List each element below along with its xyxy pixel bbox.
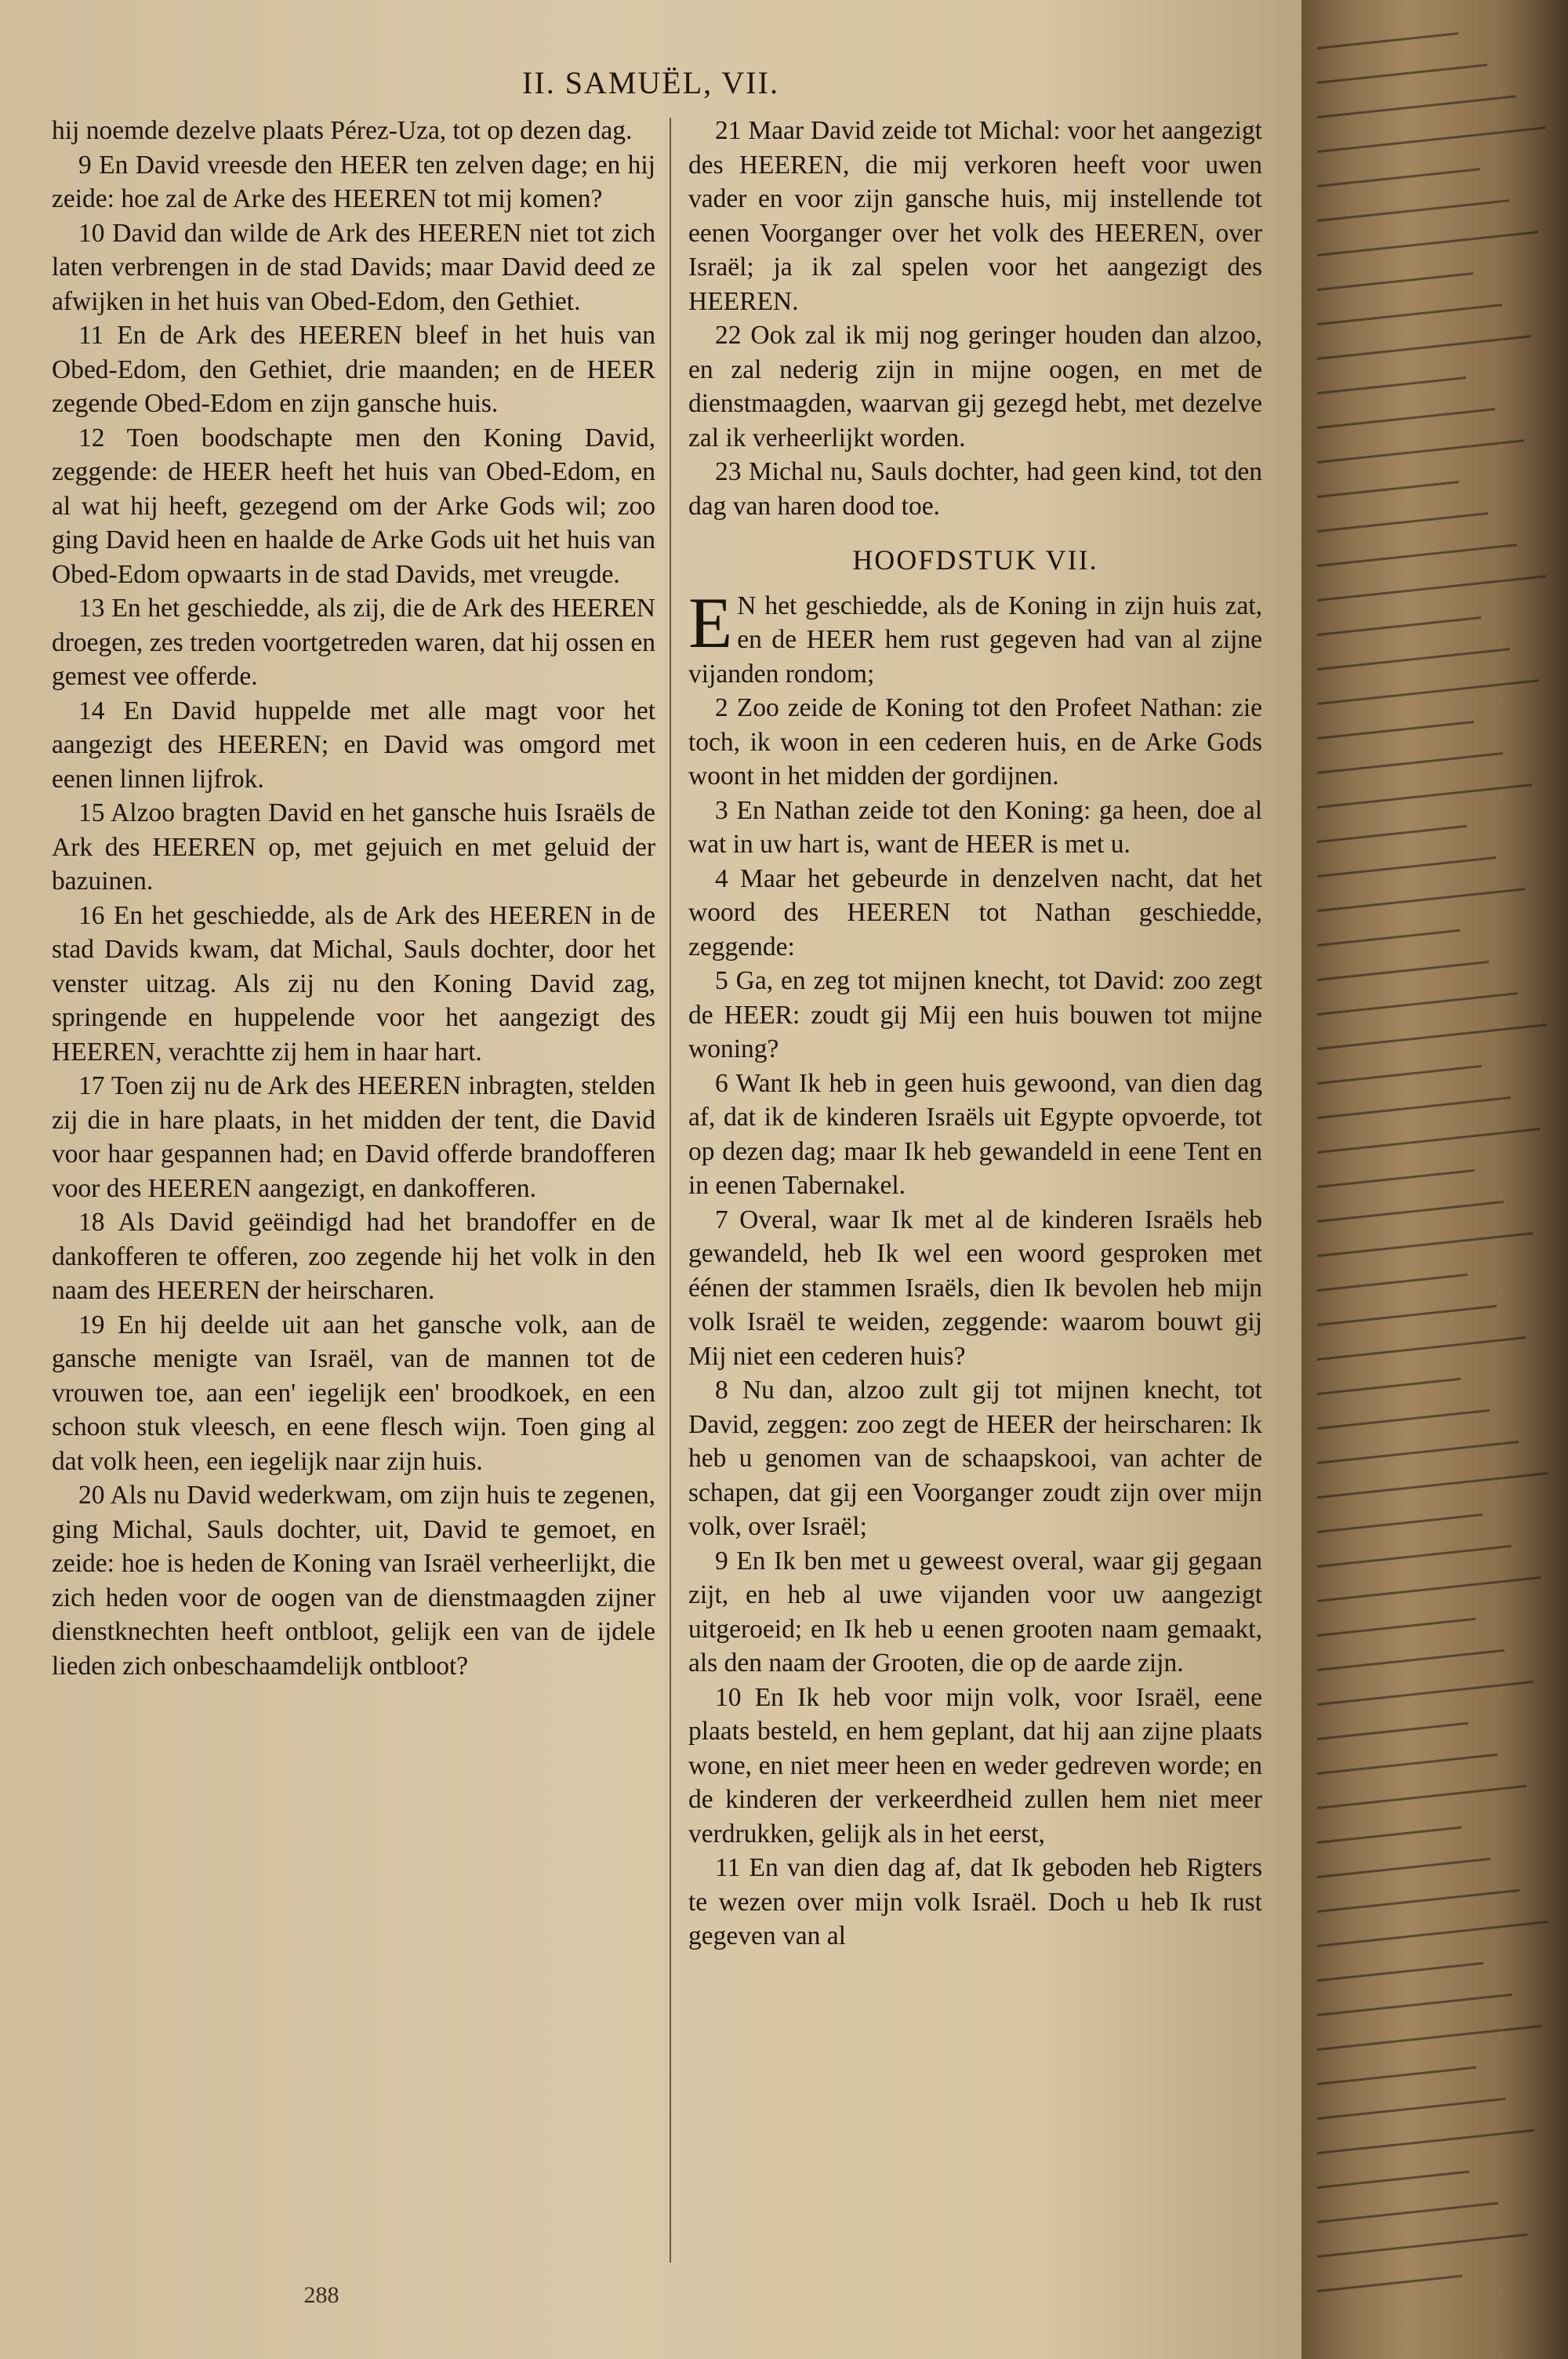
facing-page-line [1317, 272, 1473, 291]
verse-text: 10 David dan wilde de Ark des HEEREN niet tot zich laten verbrengen in de stad Davids; maar David deed ze afwijken in het huis van Obed-Edom, den Gethiet. [52, 218, 655, 316]
facing-page-line [1317, 1169, 1475, 1188]
facing-page-line [1317, 1441, 1519, 1464]
facing-page-line [1317, 1754, 1497, 1775]
facing-page-text-lines [1317, 0, 1568, 2359]
facing-page-line [1317, 1201, 1504, 1223]
verse-text: 17 Toen zij nu de Ark des HEEREN inbragten, stelden zij die in hare plaats, in het midden der tent, die David voor haar gespannen had; en David offerde brandofferen voor des HEEREN aangezigt, en dankofferen. [52, 1071, 655, 1203]
facing-page-line [1317, 2129, 1534, 2154]
facing-page-line [1317, 304, 1502, 325]
facing-page-line [1317, 2025, 1541, 2051]
chapter-opening [688, 582, 1262, 692]
facing-page-line [1317, 2234, 1527, 2258]
facing-page-line [1317, 888, 1525, 912]
facing-page-line [1317, 2202, 1498, 2223]
verse-text: 5 Ga, en zeg tot mijnen knecht, tot David: zoo zegt de HEER: zoudt gij Mij een huis bouwen tot mijne woning? [688, 966, 1262, 1063]
facing-page-edge [1301, 0, 1568, 2359]
facing-page-line [1317, 481, 1459, 498]
facing-page-line [1317, 1514, 1483, 1533]
verse-text: 9 En David vreesde den HEER ten zelven dage; en hij zeide: hoe zal de Arke des HEEREN tot mij komen? [52, 150, 655, 213]
verse-text: N het geschiedde, als de Koning in zijn huis zat, en de HEER hem rust gegeven had van al zijne vijanden rondom; [688, 591, 1262, 689]
verse-text: 10 En Ik heb voor mijn volk, voor Israël, eene plaats besteld, en hem geplant, dat hij aan zijne plaats wone, en niet meer heen en weder gedreven worde; en de kinderen der verkeerdheid zullen hem niet meer verdrukken, gelijk als in het eerst, [688, 1682, 1262, 1848]
facing-page-line [1317, 616, 1481, 636]
verse-text: 2 Zoo zeide de Koning tot den Profeet Nathan: zie toch, ik woon in een cederen huis, en de Arke Gods woont in het midden der gordijnen. [688, 693, 1262, 791]
facing-page-line [1317, 961, 1489, 981]
column-divider [670, 118, 671, 2263]
facing-page-line [1317, 439, 1524, 463]
facing-page-line [1317, 856, 1496, 878]
facing-page-line [1317, 679, 1539, 705]
facing-page-line [1317, 1472, 1548, 1499]
verse-text: 7 Overal, waar Ik met al de kinderen Israëls heb gewandeld, heb Ik wel een woord gesproken met éénen der stammen Israëls, dien Ik bevolen heb mijn volk Israël te weiden, zeggende: waarom bouwt gij Mij niet een cederen huis? [688, 1205, 1262, 1371]
verse-text: 22 Ook zal ik mij nog geringer houden dan alzoo, en zal nederig zijn in mijne oogen, en met de dienstmaagden, waarvan gij gezegd hebt, met dezelve zal ik verheerlijkt worden. [688, 321, 1262, 453]
facing-page-line [1317, 2275, 1462, 2292]
facing-page-line [1317, 575, 1546, 602]
facing-page-line [1317, 543, 1517, 567]
verse-text: 9 En Ik ben met u geweest overal, waar gij gegaan zijt, en heb al uwe vijanden voor uw aangezigt uitgeroeid; en Ik heb u eenen grooten naam gemaakt, als den naam der Grooten, die op de aarde zijn. [688, 1546, 1262, 1677]
facing-page-line [1317, 1722, 1468, 1740]
facing-page-line [1317, 1409, 1490, 1430]
verse-text: 13 En het geschiedde, als zij, die de Ark des HEEREN droegen, zes treden voortgetreden waren, dat hij ossen en gemest vee offerde. [52, 594, 655, 691]
facing-page-line [1317, 1336, 1526, 1361]
verse-text: 18 Als David geëindigd had het brandoffer en de dankofferen te offeren, zoo zegende hij het volk in den naam des HEEREN der heirscharen. [52, 1208, 655, 1305]
page-number: 288 [303, 2282, 339, 2308]
facing-page-line [1317, 1128, 1540, 1154]
facing-page-line [1317, 231, 1538, 256]
facing-page-line [1317, 1921, 1548, 1947]
left-column [52, 114, 655, 1683]
verse-text: 3 En Nathan zeide tot den Koning: ga heen, doe al wat in uw hart is, want de HEER is met u. [688, 795, 1262, 859]
chapter-heading: HOOFDSTUK VII. [852, 544, 1098, 576]
facing-page-line [1317, 32, 1458, 49]
verse-text: 6 Want Ik heb in geen huis gewoond, van dien dag af, dat ik de kinderen Israëls uit Egypte opvoerde, tot op dezen dag; maar Ik heb gewandeld in eene Tent en in eenen Tabernakel. [688, 1068, 1262, 1200]
facing-page-line [1317, 648, 1510, 671]
facing-page-line [1317, 408, 1495, 429]
facing-page-line [1317, 1681, 1534, 1706]
verse-text: 15 Alzoo bragten David en het gansche huis Israëls de Ark des HEEREN op, met gejuich en met geluid der bazuinen. [52, 798, 655, 896]
facing-page-line [1317, 1096, 1511, 1119]
facing-page-line [1317, 2098, 1505, 2120]
facing-page-line [1317, 1962, 1483, 1982]
facing-page-line [1317, 1858, 1490, 1878]
facing-page-line [1317, 1232, 1533, 1257]
facing-page-line [1317, 1889, 1519, 1913]
facing-page-line [1317, 2066, 1476, 2085]
facing-page-line [1317, 1305, 1497, 1326]
facing-page-line [1317, 168, 1480, 187]
facing-page-line [1317, 1618, 1475, 1637]
facing-page-line [1317, 1378, 1461, 1395]
verse-text: 11 En de Ark des HEEREN bleef in het huis van Obed-Edom, den Gethiet, drie maanden; en de HEER zegende Obed-Edom en zijn gansche huis. [52, 321, 655, 418]
facing-page-line [1317, 199, 1509, 222]
verse-text: 12 Toen boodschapte men den Koning David, zeggende: de HEER heeft het huis van Obed-Edom, en al wat hij heeft, gezegend om der Arke Gods wil; zoo ging David heen en haalde de Arke Gods uit het huis van Obed-Edom opwaarts in de stad Davids, met vreugde. [52, 423, 655, 589]
verse-text: 23 Michal nu, Sauls dochter, had geen kind, tot den dag van haren dood toe. [688, 457, 1262, 521]
facing-page-line [1317, 721, 1474, 740]
facing-page-line [1317, 1065, 1482, 1085]
facing-page-line [1317, 752, 1503, 774]
drop-cap: E [688, 582, 733, 663]
facing-page-line [1317, 825, 1467, 843]
facing-page-line [1317, 1545, 1512, 1568]
facing-page-line [1317, 512, 1488, 533]
verse-text: 19 En hij deelde uit aan het gansche volk, aan de gansche menigte van Israël, van de mannen tot de vrouwen toe, aan een' iegelijk een' broodkoek, en een schoon stuk vleesch, en eene flesch wijn. Toen ging al dat volk heen, een iegelijk naar zijn huis. [52, 1310, 655, 1476]
verse-text: 21 Maar David zeide tot Michal: voor het aangezigt des HEEREN, die mij verkoren heeft voor uwen vader en voor zijn gansche huis, mij instellende tot eenen Voorganger over het volk des HEEREN, over Israël; ja ik zal spelen voor het aangezigt des HEEREN. [688, 116, 1262, 316]
facing-page-line [1317, 1994, 1512, 2016]
facing-page-line [1317, 992, 1518, 1016]
facing-page-line [1317, 2171, 1469, 2189]
facing-page-line [1317, 1274, 1468, 1292]
facing-page-line [1317, 783, 1532, 809]
facing-page-line [1317, 335, 1531, 360]
facing-page-line [1317, 1826, 1461, 1844]
verse-text: 20 Als nu David wederkwam, om zijn huis te zegenen, ging Michal, Sauls dochter, uit, David te gemoet, en zeide: hoe is heden de Koning van Israël verheerlijkt, die zich heden voor de oogen van de dienstmaagden zijner dienstknechten heeft ontbloot, gelijk een van de ijdele lieden zich onbeschaamdelijk ontbloot? [52, 1481, 655, 1681]
verse-text: 4 Maar het gebeurde in denzelven nacht, dat het woord des HEEREN tot Nathan geschiedde, zeggende: [688, 863, 1262, 961]
facing-page-line [1317, 64, 1487, 84]
facing-page-line [1317, 1023, 1547, 1050]
facing-page-line [1317, 1785, 1526, 1809]
right-column [688, 114, 1262, 1954]
facing-page-line [1317, 1576, 1541, 1602]
facing-page-line [1317, 95, 1516, 118]
facing-page-line [1317, 1649, 1504, 1671]
facing-page-line [1317, 929, 1460, 947]
verse-text: 8 Nu dan, alzoo zult gij tot mijnen knecht, tot David, zeggen: zoo zegt de HEER der heirscharen: Ik heb u genomen van de schaapskooi, van achter de schapen, dat gij een Voorganger zoudt zijn over mijn volk, over Israël; [688, 1376, 1262, 1541]
facing-page-line [1317, 376, 1466, 394]
verse-text: 11 En van dien dag af, dat Ik geboden heb Rigters te wezen over mijn volk Israël. Doch u heb Ik rust gegeven van al [688, 1853, 1262, 1950]
running-header: II. SAMUËL, VII. [522, 65, 779, 100]
verse-text: 14 En David huppelde met alle magt voor het aangezigt des HEEREN; en David was omgord met eenen linnen lijfrok. [52, 696, 655, 794]
facing-page-line [1317, 126, 1545, 153]
verse-text: 16 En het geschiedde, als de Ark des HEEREN in de stad Davids kwam, dat Michal, Sauls dochter, door het venster uitzag. Als zij nu den Koning David zag, springende en huppelende voor het aangezigt des HEEREN, verachtte zij hem in haar hart. [52, 900, 655, 1067]
verse-text: hij noemde dezelve plaats Pérez-Uza, tot op dezen dag. [52, 116, 633, 145]
